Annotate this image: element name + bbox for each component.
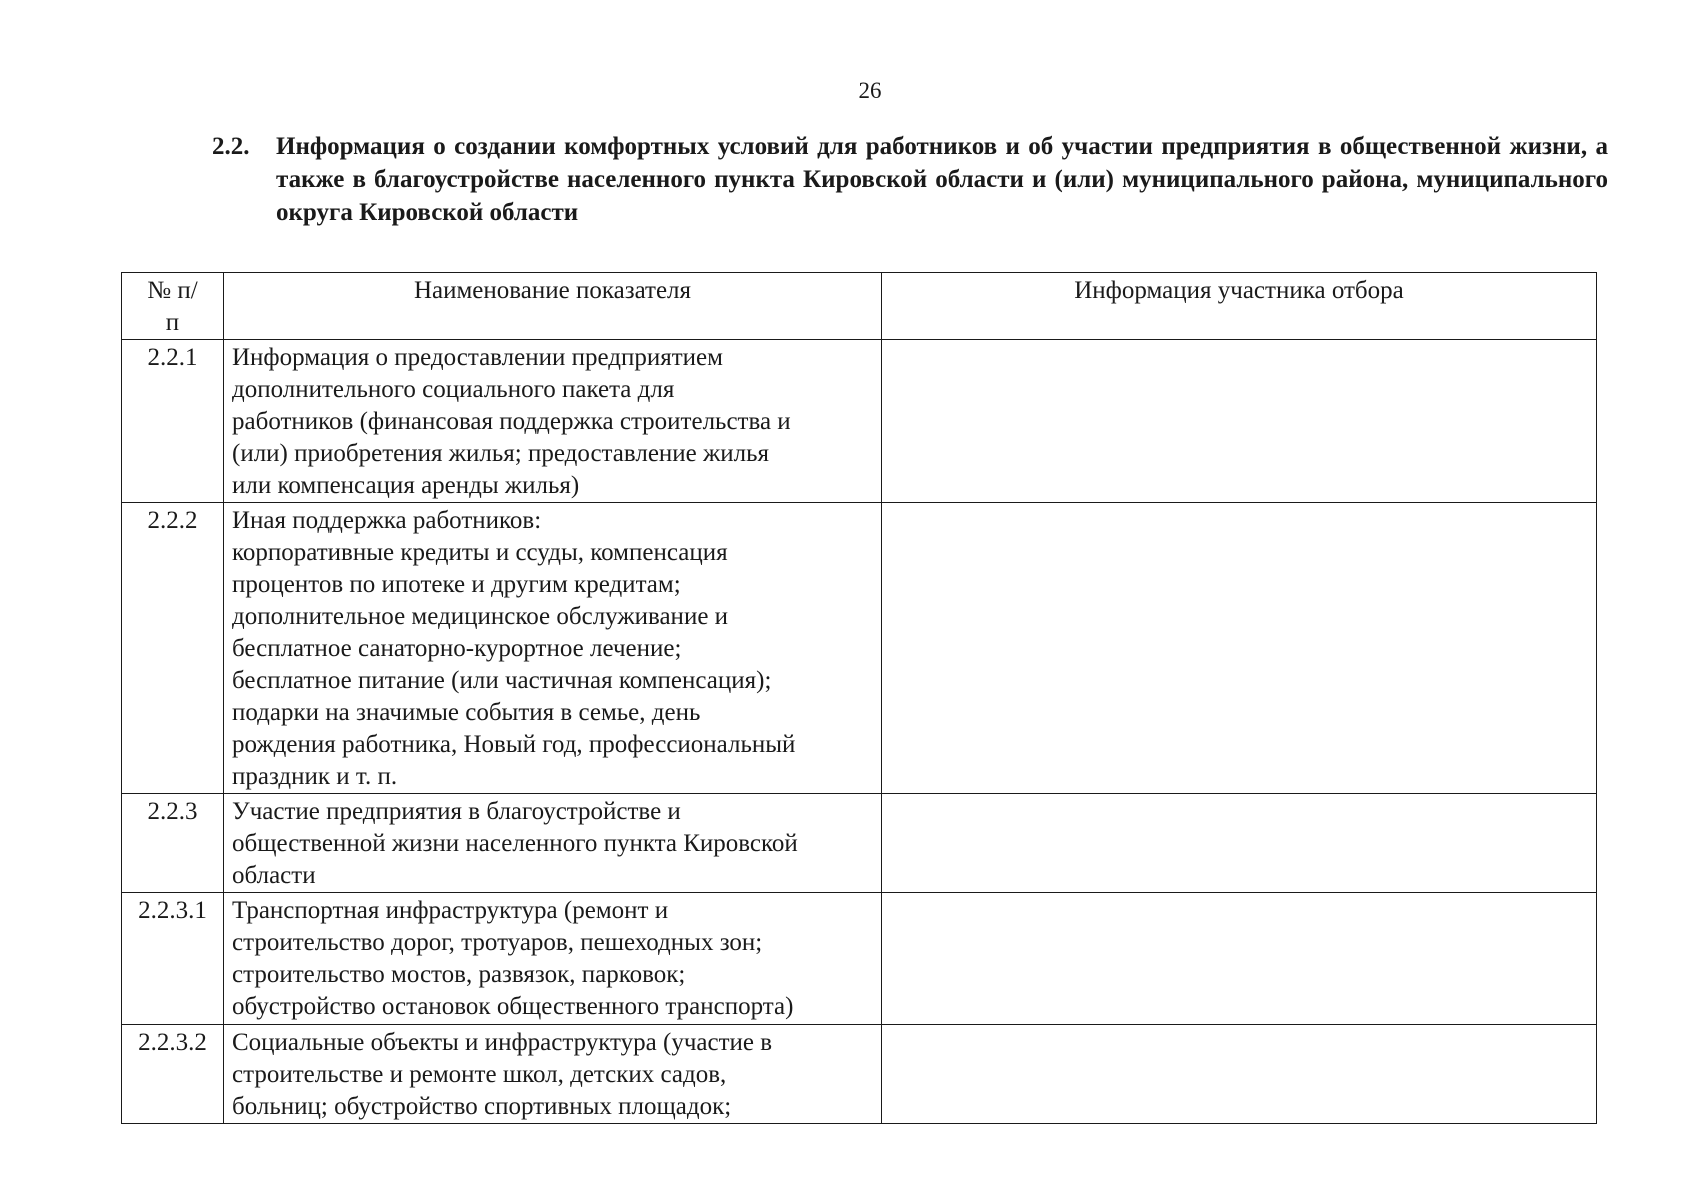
row-name-line: рождения работника, Новый год, профессиональный <box>232 731 796 758</box>
row-name <box>224 1025 882 1124</box>
row-name-line: бесплатное питание (или частичная компенсация); <box>232 667 772 694</box>
section-title: Информация о создании комфортных условий для работников и об участии предприятия в общественной жизни, а также в благоустройстве населенного пункта Кировской области и (или) муниципального района, муниципального округа Кировской области <box>276 133 1608 226</box>
row-name-line: дополнительного социального пакета для <box>232 376 675 403</box>
table-row <box>122 503 1597 794</box>
row-name-line: Иная поддержка работников: <box>232 507 542 534</box>
table-row <box>122 893 1597 1025</box>
row-name-line: или компенсация аренды жилья) <box>232 472 580 499</box>
row-name-line: строительстве и ремонте школ, детских садов, <box>232 1061 727 1088</box>
row-name-line: работников (финансовая поддержка строительства и <box>232 408 791 435</box>
row-name-line: больниц; обустройство спортивных площадок; <box>232 1093 732 1120</box>
table-row <box>122 1025 1597 1124</box>
row-name-line: Транспортная инфраструктура (ремонт и <box>232 897 669 924</box>
page-number: 26 <box>858 78 882 103</box>
row-number: 2.2.3.2 <box>122 1025 224 1124</box>
section-number: 2.2. <box>212 133 250 160</box>
table-row <box>122 794 1597 893</box>
header-info: Информация участника отбора <box>882 273 1597 340</box>
table-body <box>122 340 1597 1124</box>
section-heading <box>212 130 1608 229</box>
row-number: 2.2.3.1 <box>122 893 224 1025</box>
row-name-line: Участие предприятия в благоустройстве и <box>232 798 681 825</box>
row-number: 2.2.3 <box>122 794 224 893</box>
row-name-line: строительство мостов, развязок, парковок; <box>232 961 686 988</box>
header-name: Наименование показателя <box>224 273 882 340</box>
row-info <box>882 893 1597 1025</box>
row-name <box>224 794 882 893</box>
row-info <box>882 503 1597 794</box>
row-number: 2.2.1 <box>122 340 224 503</box>
row-name <box>224 340 882 503</box>
indicators-table <box>121 272 1597 1124</box>
row-name-line: строительство дорог, тротуаров, пешеходных зон; <box>232 929 763 956</box>
table-header-row <box>122 273 1597 340</box>
header-num: № п/п <box>122 273 224 340</box>
table-row <box>122 340 1597 503</box>
row-name-line: области <box>232 862 316 889</box>
row-name-line: процентов по ипотеке и другим кредитам; <box>232 571 681 598</box>
row-name-line: обустройство остановок общественного транспорта) <box>232 993 794 1020</box>
row-name-line: Информация о предоставлении предприятием <box>232 344 723 371</box>
row-name-line: (или) приобретения жилья; предоставление жилья <box>232 440 770 467</box>
row-name <box>224 893 882 1025</box>
row-info <box>882 340 1597 503</box>
row-name-line: подарки на значимые события в семье, день <box>232 699 701 726</box>
row-name-line: корпоративные кредиты и ссуды, компенсация <box>232 539 728 566</box>
row-number: 2.2.2 <box>122 503 224 794</box>
row-name-line: общественной жизни населенного пункта Кировской <box>232 830 798 857</box>
row-info <box>882 1025 1597 1124</box>
row-name <box>224 503 882 794</box>
row-info <box>882 794 1597 893</box>
row-name-line: дополнительное медицинское обслуживание и <box>232 603 729 630</box>
row-name-line: праздник и т. п. <box>232 763 398 790</box>
row-name-line: бесплатное санаторно-курортное лечение; <box>232 635 682 662</box>
row-name-line: Социальные объекты и инфраструктура (участие в <box>232 1029 773 1056</box>
